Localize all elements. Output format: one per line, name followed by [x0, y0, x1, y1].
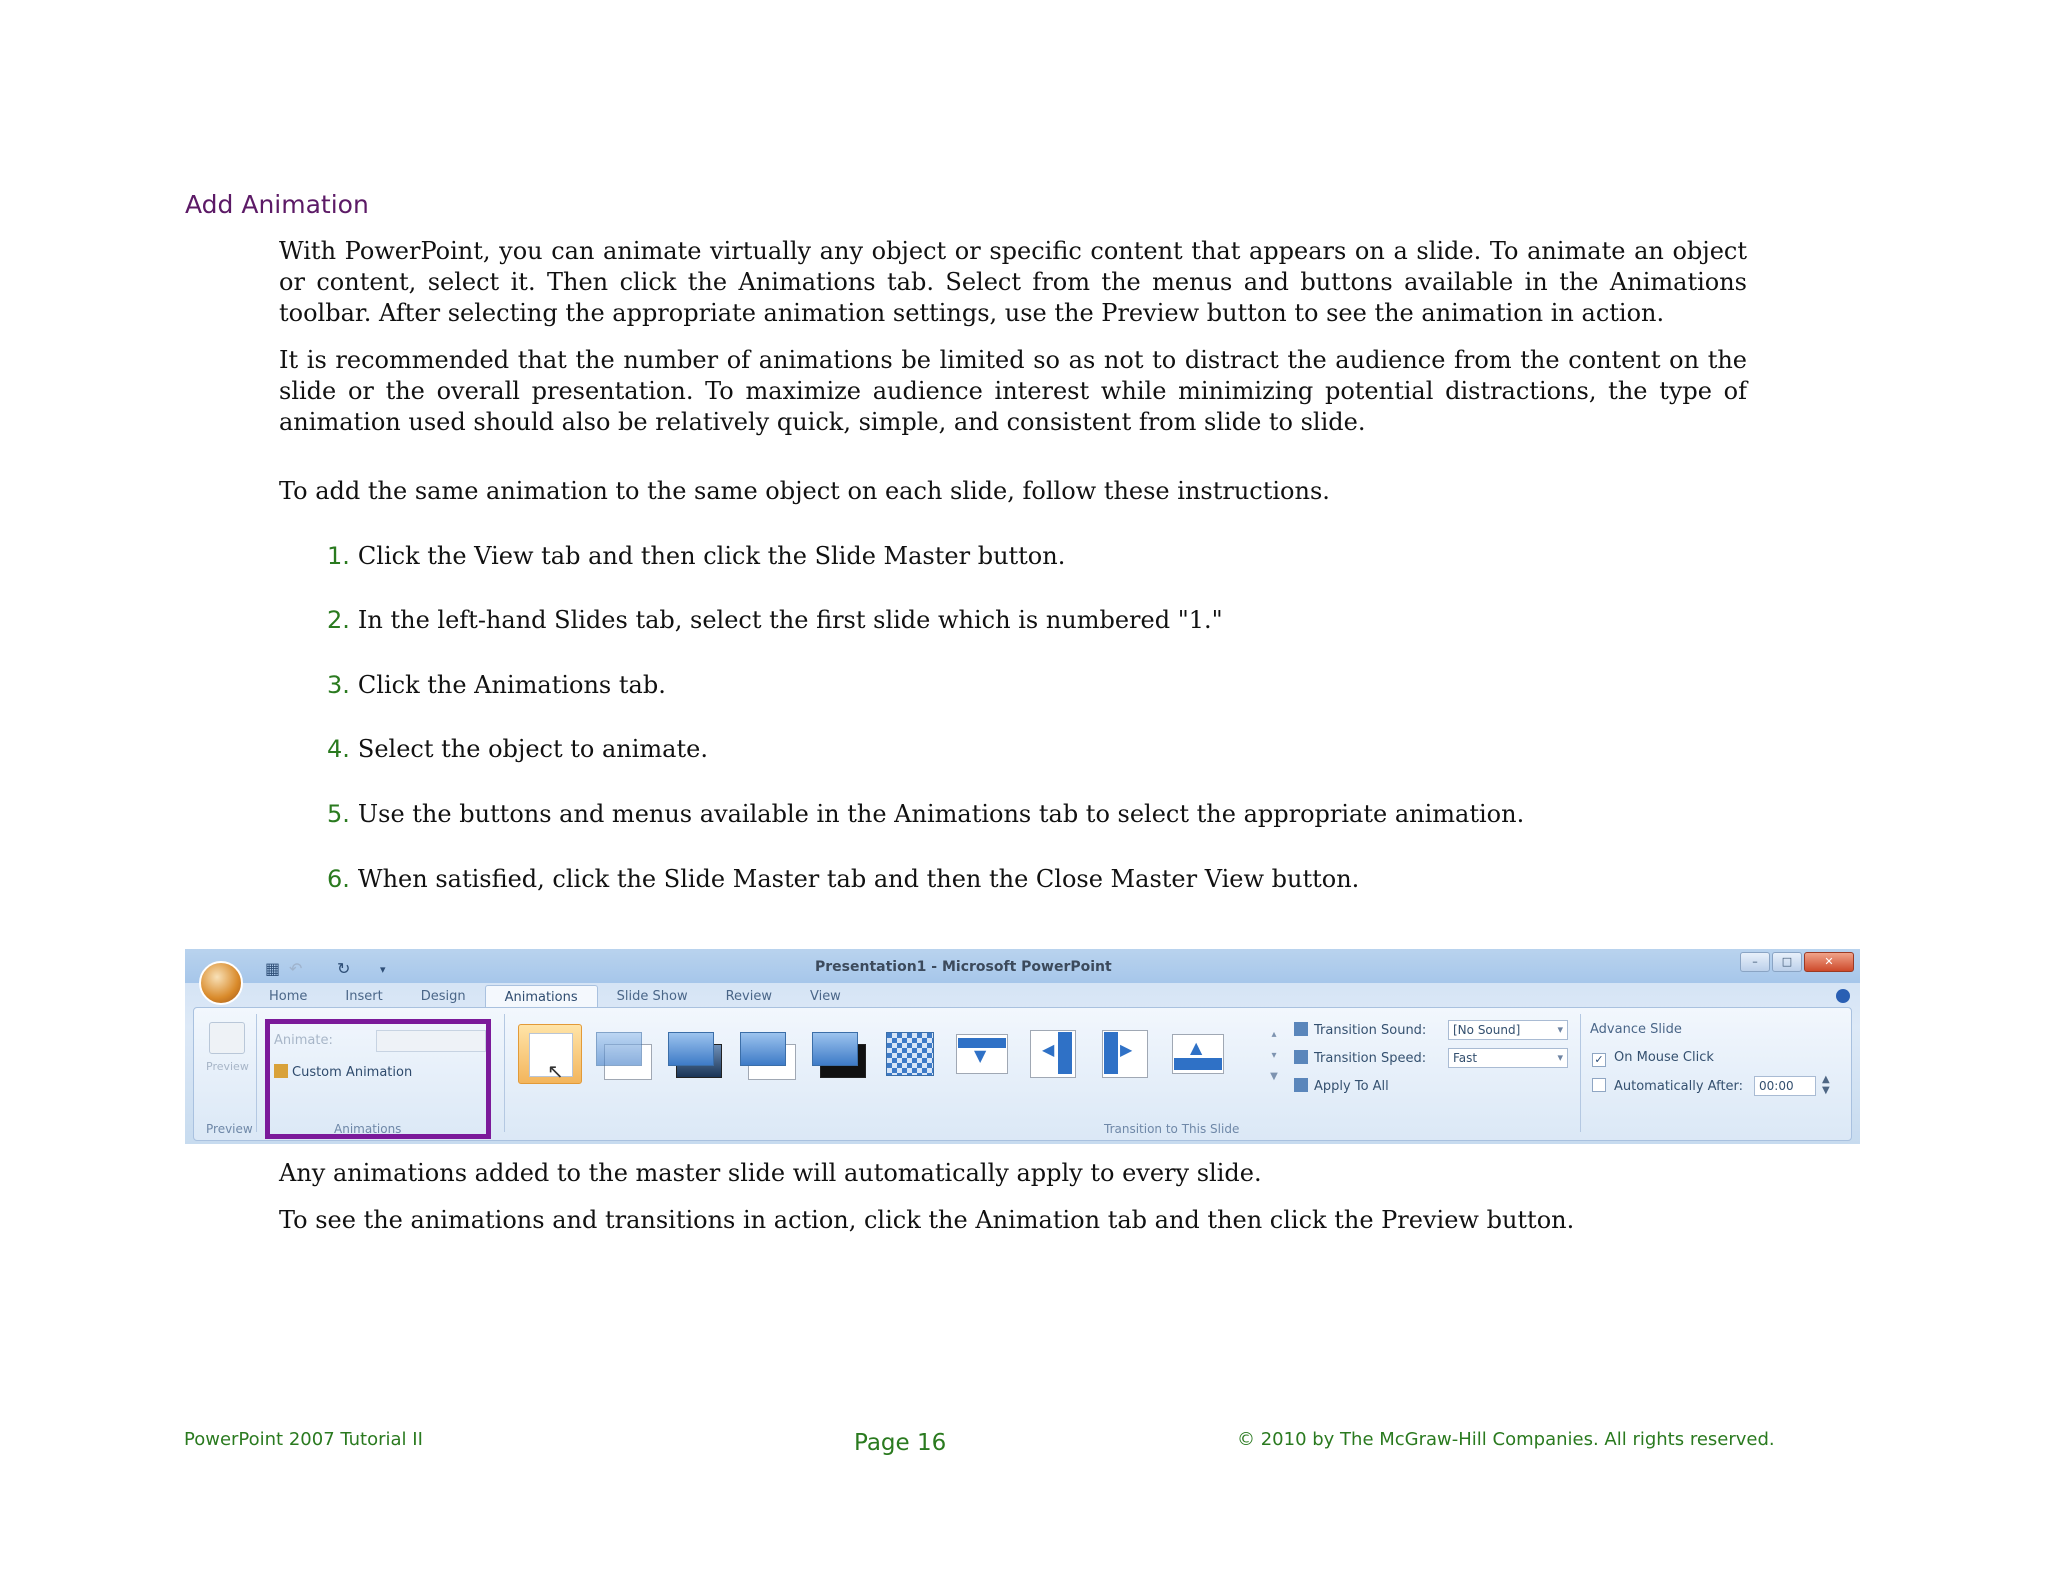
paragraph-intro: With PowerPoint, you can animate virtually any object or specific content that appears on a slide. To animate an object or content, select it. Then click the Animations tab. Select from the menus and buttons available in the Animations toolbar. After selecting the appropriate animation settings, use the Preview button to see the animation in action. — [279, 237, 1747, 327]
transition-wipe-right[interactable] — [1094, 1024, 1158, 1084]
tab-home[interactable]: Home — [269, 989, 308, 1004]
window-title: Presentation1 - Microsoft PowerPoint — [815, 959, 1112, 975]
step-text: Click the View tab and then click the Slide Master button. — [357, 542, 1066, 570]
office-button[interactable] — [199, 961, 243, 1005]
tab-view[interactable]: View — [809, 989, 841, 1004]
master-slide-note: Any animations added to the master slide will automatically apply to every slide. — [279, 1159, 1262, 1187]
animations-group-label: Animations — [334, 1122, 402, 1136]
transition-sound-dropdown[interactable]: [No Sound] ▾ — [1448, 1020, 1568, 1040]
tab-design[interactable]: Design — [420, 989, 466, 1004]
step-item — [327, 864, 1359, 895]
footer-page-number: Page 16 — [854, 1430, 947, 1456]
transition-wipe-left[interactable] — [1022, 1024, 1086, 1084]
step-text: When satisfied, click the Slide Master tab and then the Close Master View button. — [357, 865, 1360, 893]
transition-group-label: Transition to This Slide — [1104, 1122, 1240, 1136]
ribbon-screenshot — [185, 949, 1860, 1144]
step-number: 4. — [327, 735, 350, 763]
step-text: In the left-hand Slides tab, select the first slide which is numbered "1." — [357, 606, 1223, 634]
tab-insert[interactable]: Insert — [345, 989, 383, 1004]
transition-cut[interactable] — [734, 1024, 798, 1084]
apply-to-all-label: Apply To All — [1314, 1079, 1389, 1094]
help-icon[interactable] — [1836, 989, 1850, 1003]
step-item — [327, 670, 666, 701]
slide-thumb — [740, 1032, 786, 1066]
arrow-up-icon: ▲ — [1190, 1038, 1203, 1057]
step-number: 2. — [327, 606, 350, 634]
speed-icon — [1294, 1050, 1308, 1064]
footer-left: PowerPoint 2007 Tutorial II — [184, 1429, 423, 1450]
slide-thumb — [668, 1032, 714, 1066]
footer-copyright: © 2010 by The McGraw-Hill Companies. All rights reserved. — [1237, 1429, 1775, 1450]
transition-dissolve[interactable] — [878, 1024, 942, 1084]
transition-wipe-down[interactable] — [950, 1024, 1014, 1084]
save-icon[interactable]: ▦ — [265, 959, 281, 978]
gallery-scroller[interactable] — [1268, 1024, 1280, 1087]
apply-to-all-button[interactable] — [1294, 1078, 1389, 1094]
arrow-down-icon: ▼ — [974, 1046, 987, 1065]
auto-time-input[interactable]: 00:00 — [1754, 1076, 1816, 1096]
close-icon[interactable]: ✕ — [1804, 952, 1854, 972]
transition-cut-through-black[interactable] — [806, 1024, 870, 1084]
transition-speed-row — [1294, 1050, 1426, 1066]
step-number: 5. — [327, 800, 350, 828]
preview-note: To see the animations and transitions in action, click the Animation tab and then click the Preview button. — [279, 1206, 1575, 1234]
wipe-bar — [1174, 1058, 1222, 1070]
group-divider — [1580, 1014, 1581, 1132]
automatically-after-option[interactable] — [1592, 1078, 1743, 1094]
slide-thumb — [812, 1032, 858, 1066]
animations-group-highlight — [265, 1019, 491, 1139]
step-item — [327, 799, 1524, 830]
arrow-left-icon: ◀ — [1042, 1040, 1055, 1059]
step-number: 6. — [327, 865, 350, 893]
minimize-icon[interactable]: – — [1740, 952, 1770, 972]
apply-all-icon — [1294, 1078, 1308, 1092]
section-heading: Add Animation — [185, 190, 369, 219]
wipe-bar — [1058, 1032, 1072, 1074]
animate-label: Animate: — [274, 1033, 333, 1048]
sound-icon — [1294, 1022, 1308, 1036]
group-divider — [256, 1014, 257, 1132]
step-text: Click the Animations tab. — [357, 671, 666, 699]
window-controls — [1740, 952, 1854, 972]
wipe-bar — [1104, 1032, 1118, 1074]
advance-slide-title: Advance Slide — [1590, 1022, 1682, 1037]
arrow-right-icon: ▶ — [1120, 1040, 1133, 1059]
transition-wipe-up[interactable] — [1166, 1024, 1230, 1084]
transition-no-transition[interactable] — [518, 1024, 582, 1084]
step-number: 3. — [327, 671, 350, 699]
transition-fade-through-black[interactable] — [662, 1024, 726, 1084]
tab-slide-show[interactable]: Slide Show — [616, 989, 688, 1004]
spin-up-icon[interactable]: ▲ — [1822, 1074, 1830, 1085]
preview-icon[interactable] — [209, 1022, 245, 1054]
step-text: Select the object to animate. — [357, 735, 708, 763]
step-item — [327, 734, 708, 765]
on-mouse-click-option[interactable] — [1592, 1050, 1714, 1067]
paragraph-recommendation: It is recommended that the number of animations be limited so as not to distract the audience from the content on the slide or the overall presentation. To maximize audience interest while minimizing potential distractions, the type of animation used should also be relatively quick, simple, and consistent from slide to slide. — [279, 346, 1747, 436]
undo-icon[interactable]: ↶ — [289, 959, 303, 978]
maximize-icon[interactable]: □ — [1772, 952, 1802, 972]
tab-animations[interactable]: Animations — [485, 985, 598, 1009]
preview-button-label[interactable]: Preview — [206, 1060, 249, 1073]
step-number: 1. — [327, 542, 350, 570]
transition-fade-smoothly[interactable] — [590, 1024, 654, 1084]
redo-icon[interactable]: ↻ — [337, 959, 351, 978]
ribbon-tabs — [250, 985, 860, 1009]
group-divider — [504, 1014, 505, 1132]
scroll-down-icon[interactable]: ▾ — [1271, 1050, 1277, 1061]
preview-group-label: Preview — [206, 1122, 253, 1136]
transition-speed-dropdown[interactable]: Fast ▾ — [1448, 1048, 1568, 1068]
checker-thumb — [886, 1032, 934, 1076]
scroll-up-icon[interactable]: ▴ — [1271, 1029, 1277, 1040]
time-spinner[interactable] — [1822, 1074, 1830, 1096]
step-item — [327, 541, 1065, 572]
slide-thumb — [596, 1032, 642, 1066]
checkbox-checked-icon[interactable]: ✓ — [1592, 1053, 1606, 1067]
spin-down-icon[interactable]: ▼ — [1822, 1085, 1830, 1096]
qat-dropdown-icon[interactable]: ▾ — [380, 963, 386, 976]
checkbox-icon[interactable] — [1592, 1078, 1606, 1092]
transition-sound-label: Transition Sound: — [1314, 1023, 1427, 1038]
transition-speed-label: Transition Speed: — [1314, 1051, 1427, 1066]
custom-animation-label: Custom Animation — [292, 1065, 413, 1080]
instructions-intro: To add the same animation to the same object on each slide, follow these instructions. — [279, 477, 1330, 505]
gallery-more-icon[interactable]: ▼ — [1270, 1071, 1278, 1082]
transition-sound-row — [1294, 1022, 1426, 1038]
cursor-icon: ↖ — [547, 1059, 564, 1083]
step-text: Use the buttons and menus available in the Animations tab to select the appropriate animation. — [357, 800, 1525, 828]
automatically-after-label: Automatically After: — [1614, 1079, 1744, 1094]
step-item — [327, 605, 1223, 636]
tab-review[interactable]: Review — [725, 989, 772, 1004]
on-mouse-click-label: On Mouse Click — [1614, 1050, 1714, 1065]
